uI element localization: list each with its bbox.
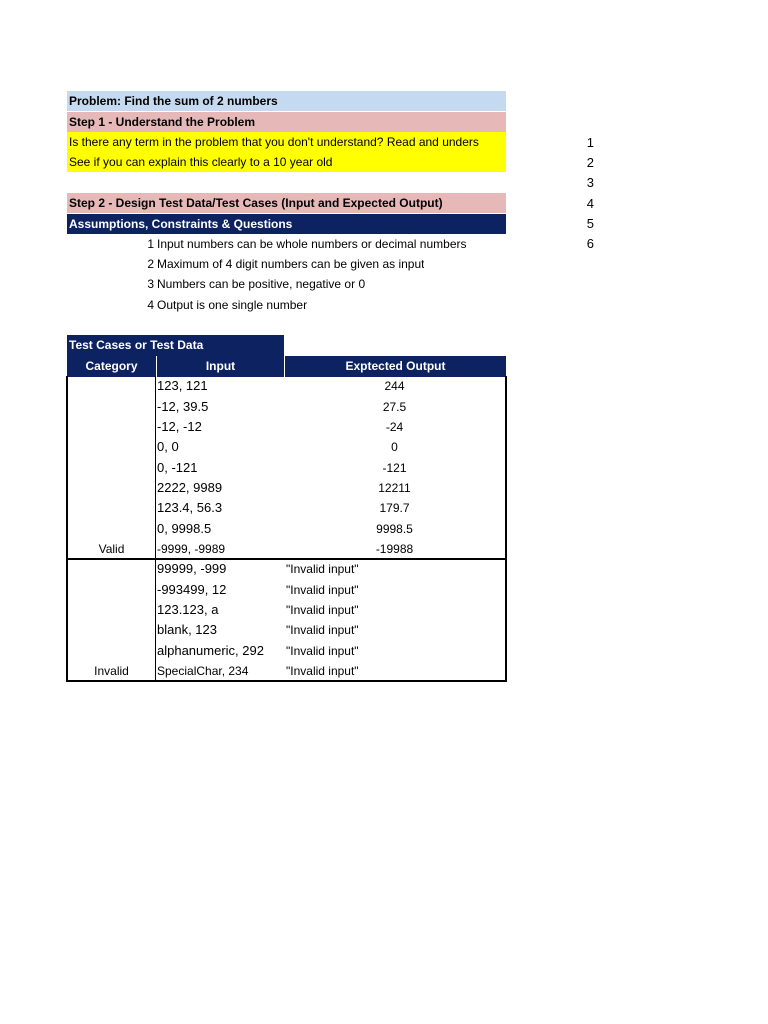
output-cell: "Invalid input" — [286, 623, 359, 637]
row-number: 4 — [586, 196, 594, 211]
output-cell: "Invalid input" — [286, 664, 359, 678]
output-cell: 244 — [384, 379, 405, 393]
output-cell: 9998.5 — [376, 522, 413, 536]
output-cell: "Invalid input" — [286, 644, 359, 658]
question-2: See if you can explain this clearly to a 10 year old — [67, 152, 506, 172]
input-cell: 2222, 9989 — [157, 480, 223, 495]
input-cell: -12, -12 — [157, 419, 202, 434]
row-number: 1 — [586, 135, 594, 150]
table-border — [66, 376, 68, 682]
input-cell: 123.4, 56.3 — [157, 500, 223, 515]
assumption-text: Maximum of 4 digit numbers can be given as input — [157, 257, 425, 271]
category-header: Category — [67, 356, 156, 377]
input-cell: SpecialChar, 234 — [157, 664, 249, 678]
input-cell: 123, 121 — [157, 378, 208, 393]
row-number: 3 — [586, 175, 594, 190]
output-cell: "Invalid input" — [286, 603, 359, 617]
output-cell: -19988 — [375, 542, 414, 556]
row-number: 5 — [586, 216, 594, 231]
assumption-number: 2 — [147, 257, 154, 271]
input-cell: 99999, -999 — [157, 561, 227, 576]
output-cell: -121 — [382, 461, 407, 475]
test-table-title: Test Cases or Test Data — [67, 335, 284, 356]
output-cell: "Invalid input" — [286, 562, 359, 576]
input-cell: 0, 0 — [157, 439, 179, 454]
valid-category-label: Valid — [98, 542, 125, 556]
output-cell: "Invalid input" — [286, 583, 359, 597]
step1-heading: Step 1 - Understand the Problem — [67, 112, 506, 132]
output-cell: -24 — [385, 420, 404, 434]
input-cell: blank, 123 — [157, 622, 217, 637]
invalid-category-label: Invalid — [94, 664, 129, 678]
question-1: Is there any term in the problem that you don't understand? Read and unders — [67, 132, 506, 152]
assumption-number: 1 — [147, 237, 154, 251]
input-cell: 0, -121 — [157, 460, 198, 475]
row-number: 2 — [586, 155, 594, 170]
output-cell: 27.5 — [382, 400, 407, 414]
input-cell: alphanumeric, 292 — [157, 643, 264, 658]
output-cell: 0 — [391, 440, 398, 454]
input-header: Input — [156, 356, 284, 377]
assumption-text: Input numbers can be whole numbers or decimal numbers — [157, 237, 467, 251]
input-cell: 123.123, a — [157, 602, 219, 617]
row-number: 6 — [586, 236, 594, 251]
assumption-text: Numbers can be positive, negative or 0 — [157, 277, 366, 291]
table-border — [505, 376, 507, 682]
output-header: Exptected Output — [284, 356, 506, 377]
assumption-text: Output is one single number — [157, 298, 308, 312]
input-cell: 0, 9998.5 — [157, 521, 212, 536]
step2-heading: Step 2 - Design Test Data/Test Cases (Input and Expected Output) — [67, 193, 506, 213]
problem-statement: Problem: Find the sum of 2 numbers — [67, 91, 506, 111]
output-cell: 179.7 — [379, 501, 410, 515]
output-cell: 12211 — [378, 481, 411, 495]
input-cell: -9999, -9989 — [157, 542, 226, 556]
input-cell: -993499, 12 — [157, 582, 227, 597]
assumption-number: 4 — [147, 298, 154, 312]
assumptions-header: Assumptions, Constraints & Questions — [67, 214, 506, 234]
input-cell: -12, 39.5 — [157, 399, 209, 414]
assumption-number: 3 — [147, 277, 154, 291]
